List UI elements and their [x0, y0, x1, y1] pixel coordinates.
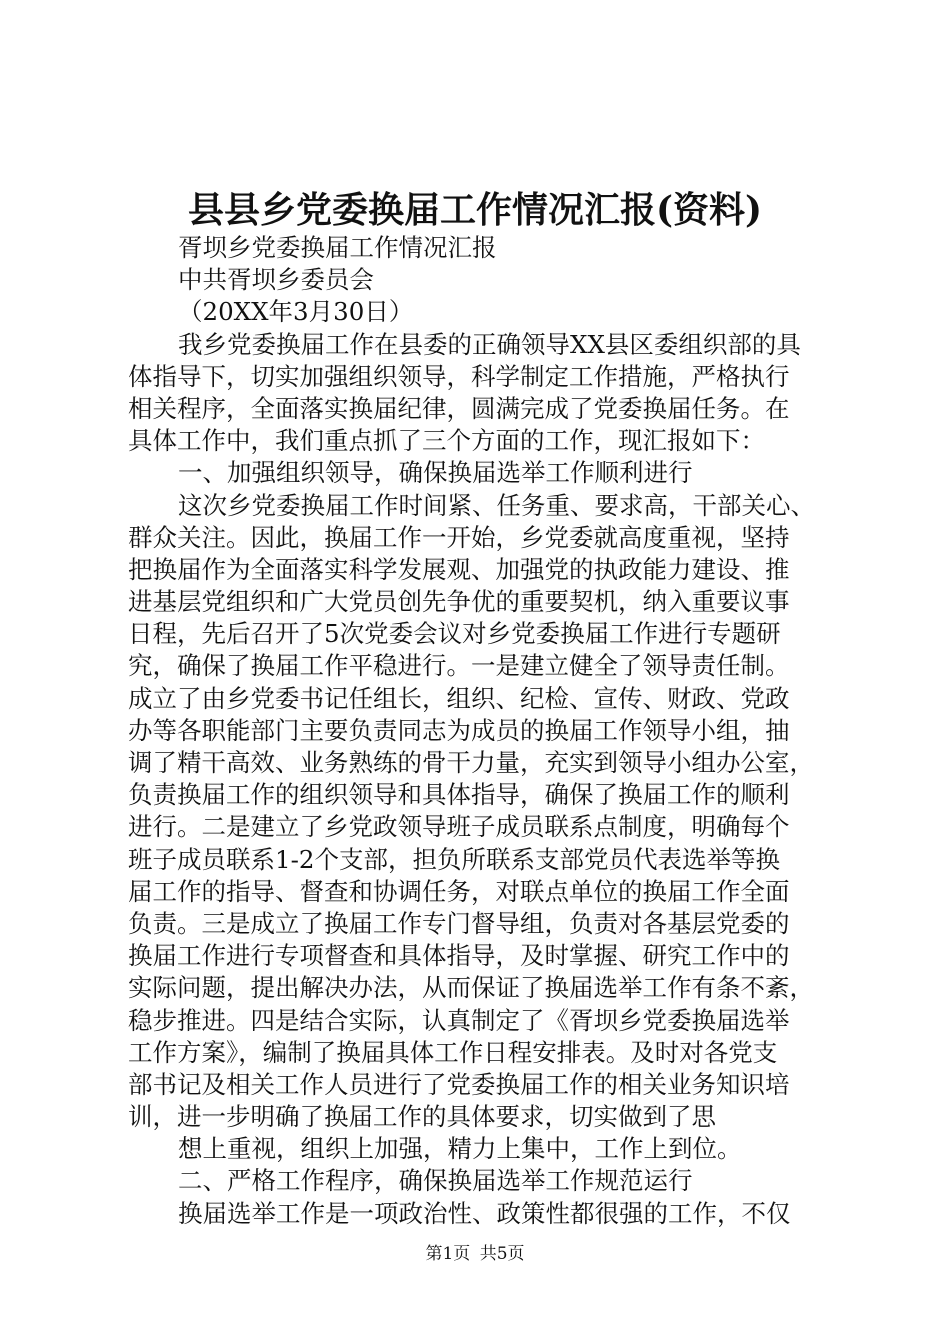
- body-line: 部书记及相关工作人员进行了党委换届工作的相关业务知识培: [128, 1069, 790, 1099]
- body-line: 一、加强组织领导，确保换届选举工作顺利进行: [178, 458, 693, 488]
- body-line: 班子成员联系1-2个支部，担负所联系支部党员代表选举等换: [128, 844, 780, 874]
- body-line: 进基层党组织和广大党员创先争优的重要契机，纳入重要议事: [128, 587, 790, 617]
- body-line: 办等各职能部门主要负责同志为成员的换届工作领导小组，抽: [128, 715, 790, 745]
- body-line: 工作方案》，编制了换届具体工作日程安排表。及时对各党支: [128, 1037, 778, 1067]
- body-line: 究，确保了换届工作平稳进行。一是建立健全了领导责任制。: [128, 651, 790, 681]
- body-line: 调了精干高效、业务熟练的骨干力量，充实到领导小组办公室，: [128, 748, 814, 777]
- body-line: 我乡党委换届工作在县委的正确领导XX县区委组织部的具: [178, 329, 801, 359]
- document-body: [128, 232, 828, 1230]
- body-line: 进行。二是建立了乡党政领导班子成员联系点制度，明确每个: [128, 812, 790, 842]
- body-line: 稳步推进。四是结合实际，认真制定了《胥坝乡党委换届选举: [128, 1005, 790, 1035]
- body-line: 把换届作为全面落实科学发展观、加强党的执政能力建设、推: [128, 554, 790, 584]
- body-line: 胥坝乡党委换届工作情况汇报: [178, 233, 497, 262]
- body-line: 届工作的指导、督查和协调任务，对联点单位的换届工作全面: [128, 876, 790, 906]
- body-line: （20XX年3月30日）: [178, 297, 414, 327]
- body-line: 想上重视，组织上加强，精力上集中，工作上到位。: [178, 1134, 742, 1164]
- body-line: 训，进一步明确了换届工作的具体要求，切实做到了思: [128, 1102, 716, 1132]
- body-line: 具体工作中，我们重点抓了三个方面的工作，现汇报如下：: [128, 426, 765, 456]
- body-line: 实际问题，提出解决办法，从而保证了换届选举工作有条不紊，: [128, 973, 814, 1003]
- body-line: 日程，先后召开了5次党委会议对乡党委换届工作进行专题研: [128, 619, 781, 649]
- body-line: 负责换届工作的组织领导和具体指导，确保了换届工作的顺利: [128, 780, 790, 810]
- body-line: 这次乡党委换届工作时间紧、任务重、要求高，干部关心、: [178, 490, 815, 520]
- body-line: 成立了由乡党委书记任组长，组织、纪检、宣传、财政、党政: [128, 683, 790, 713]
- body-line: 二、严格工作程序，确保换届选举工作规范运行: [178, 1166, 693, 1196]
- body-line: 相关程序，全面落实换届纪律，圆满完成了党委换届任务。在: [128, 393, 790, 423]
- body-line: 换届选举工作是一项政治性、政策性都很强的工作，不仅: [178, 1198, 791, 1228]
- body-line: 体指导下，切实加强组织领导，科学制定工作措施，严格执行: [128, 361, 790, 391]
- body-line: 中共胥坝乡委员会: [178, 265, 374, 295]
- document-title: 县县乡党委换届工作情况汇报(资料): [187, 189, 763, 231]
- body-line: 负责。三是成立了换届工作专门督导组，负责对各基层党委的: [128, 908, 790, 938]
- body-line: 群众关注。因此，换届工作一开始，乡党委就高度重视，坚持: [128, 522, 790, 552]
- page-footer: 第1页 共5页: [425, 1244, 525, 1264]
- body-line: 换届工作进行专项督查和具体指导，及时掌握、研究工作中的: [128, 941, 790, 971]
